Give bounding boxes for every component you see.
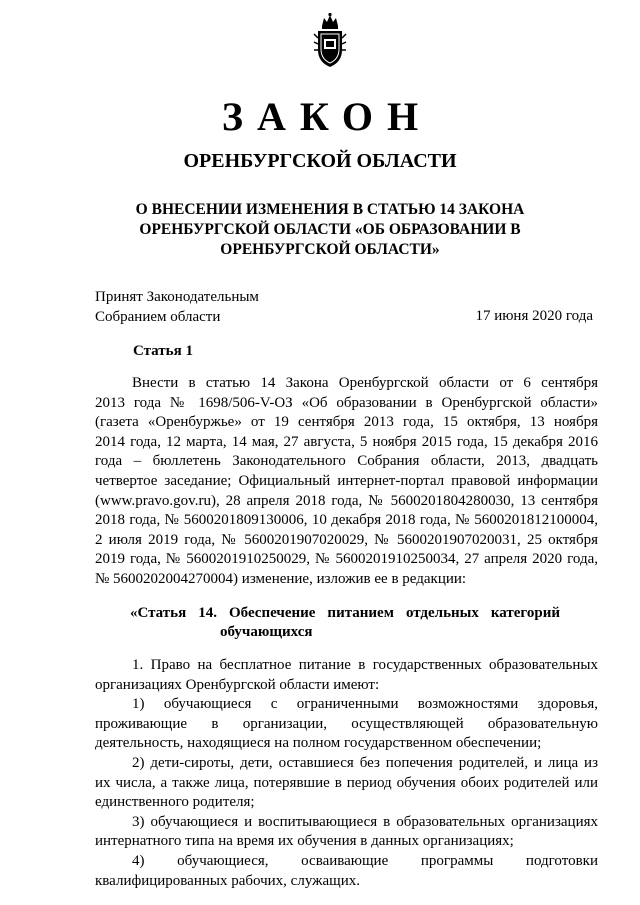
text-line: 3) обучающиеся и воспитывающиеся в образовательных организациях xyxy=(132,813,598,830)
subject-line: О ВНЕСЕНИИ ИЗМЕНЕНИЯ В СТАТЬЮ 14 ЗАКОНА xyxy=(135,201,525,218)
article-1-heading: Статья 1 xyxy=(133,343,193,359)
document-title: ЗАКОН xyxy=(221,94,433,139)
text-line: деятельность, находящиеся на полном государственном обеспечении; xyxy=(95,735,542,752)
text-line: Внести в статью 14 Закона Оренбургской области от 6 сентября xyxy=(132,375,598,391)
document-subject xyxy=(120,200,540,260)
text-line: № 5600202004270004) изменение, изложив ее в редакции: xyxy=(95,570,467,587)
subject-line: ОРЕНБУРГСКОЙ ОБЛАСТИ» xyxy=(220,241,440,258)
heading-line: обучающихся xyxy=(220,624,313,640)
document-region: ОРЕНБУРГСКОЙ ОБЛАСТИ xyxy=(183,150,457,172)
text-line: 2) дети-сироты, дети, оставшиеся без попечения родителей, и лица из xyxy=(132,754,598,771)
text-line: четвертое заседание; Официальный интернет-портал правовой информации xyxy=(95,472,598,489)
text-line: 2019 года, № 5600201910250029, № 5600201910250034, 27 апреля 2020 года, xyxy=(95,551,598,568)
text-line: проживающие в организации, осуществляющей образовательную xyxy=(95,715,598,732)
text-line: (газета «Оренбуржье» от 19 сентября 2013 года, 15 октября, 13 ноября xyxy=(95,414,598,431)
text-line: 2014 года, 12 марта, 14 мая, 27 августа, 5 ноября 2015 года, 15 декабря 2016 xyxy=(95,433,598,450)
adoption-line: Принят Законодательным xyxy=(95,289,259,305)
text-line: интернатного типа на время их обучения в данных организациях; xyxy=(95,833,514,850)
text-line: 1) обучающиеся с ограниченными возможностями здоровья, xyxy=(132,696,598,713)
adoption-date: 17 июня 2020 года xyxy=(475,308,593,324)
coat-of-arms-icon xyxy=(312,12,348,68)
text-line: единственного родителя; xyxy=(95,794,255,811)
text-line: организациях Оренбургской области имеют: xyxy=(95,676,380,693)
article-14-heading xyxy=(130,604,560,642)
text-line: 4) обучающиеся, осваивающие программы подготовки xyxy=(132,852,598,869)
text-line: года – бюллетень Законодательного Собрания области, 2013, двадцать xyxy=(95,453,598,470)
text-line: их числа, а также лица, потерявшие в период обучения обоих родителей или xyxy=(95,774,598,791)
text-line: 2 июля 2019 года, № 5600201907020029, № 5600201907020031, 25 октября xyxy=(95,531,598,548)
adoption-line: Собранием области xyxy=(95,309,221,325)
text-line: 2018 года, № 5600201809130006, 10 декабря 2018 года, № 5600201812100004, xyxy=(95,512,598,529)
subject-line: ОРЕНБУРГСКОЙ ОБЛАСТИ «ОБ ОБРАЗОВАНИИ В xyxy=(139,221,521,238)
text-line: 1. Право на бесплатное питание в государственных образовательных xyxy=(132,657,598,673)
text-line: 2013 года № 1698/506-V-ОЗ «Об образовании в Оренбургской области» xyxy=(95,394,598,411)
article-14-text xyxy=(95,656,598,891)
text-line: (www.pravo.gov.ru), 28 апреля 2018 года, № 5600201804280030, 13 сентября xyxy=(95,492,598,509)
heading-line: «Статья 14. Обеспечение питанием отдельных категорий xyxy=(130,605,560,621)
text-line: квалифицированных рабочих, служащих. xyxy=(95,872,360,889)
adoption-info xyxy=(95,287,259,327)
article-1-text xyxy=(95,374,598,590)
